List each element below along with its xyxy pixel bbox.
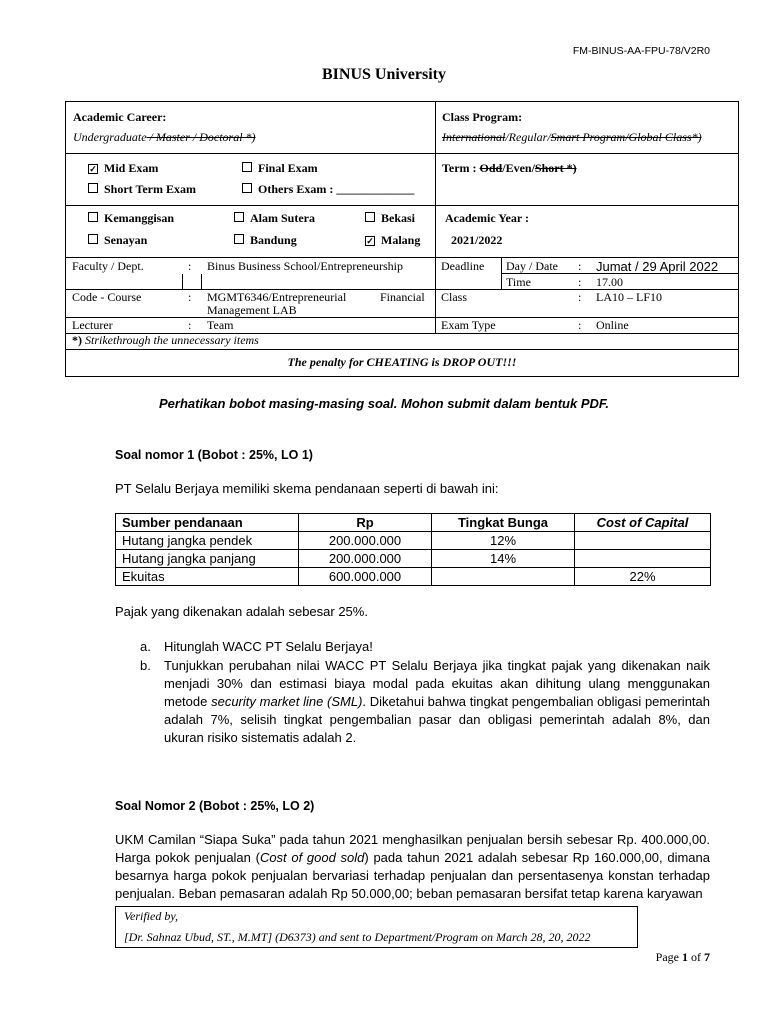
university-title: BINUS University	[321, 66, 446, 83]
verified-by: Verified by,	[124, 909, 178, 923]
table-header: Tingkat Bunga	[432, 514, 575, 532]
checkbox-icon	[88, 234, 98, 244]
table-cell	[432, 568, 575, 586]
q1-a-label: a.	[140, 639, 151, 654]
lecturer-value: Team	[207, 318, 234, 332]
class-label: Class	[441, 290, 468, 304]
time-label: Time	[506, 275, 531, 289]
campus-alam-sutera[interactable]: Alam Sutera	[234, 211, 315, 226]
deadline-label: Deadline	[441, 259, 485, 273]
table-cell: Hutang jangka panjang	[116, 550, 299, 568]
table-cell: 12%	[432, 532, 575, 550]
day-date-value: Jumat / 29 April 2022	[596, 259, 719, 274]
checkbox-icon	[365, 212, 375, 222]
table-header-row	[116, 514, 711, 532]
code-value-line1: MGMT6346/Entrepreneurial	[207, 290, 347, 304]
checkbox-icon	[234, 212, 244, 222]
funding-table	[115, 513, 711, 586]
code-value-line2: Management LAB	[207, 303, 297, 317]
academic-year-label: Academic Year :	[445, 211, 529, 225]
table-cell: 200.000.000	[299, 550, 432, 568]
verifier-details: [Dr. Sahnaz Ubud, ST., M.MT] (D6373) and sent to Department/Program on March 28, 20, 2022	[124, 930, 591, 944]
day-date-colon: :	[578, 259, 582, 273]
table-row	[116, 568, 711, 586]
verification-box	[115, 906, 638, 948]
time-colon: :	[578, 275, 582, 289]
table-row	[116, 550, 711, 568]
table-row	[116, 532, 711, 550]
campus-kemanggisan[interactable]: Kemanggisan	[88, 211, 174, 226]
class-colon: :	[578, 290, 582, 304]
checkbox-checked-icon: ✓	[89, 164, 97, 174]
academic-year-value: 2021/2022	[451, 233, 503, 247]
q1-b-text: Tunjukkan perubahan nilai WACC PT Selalu Berjaya jika tingkat pajak yang dikenakan naik menjadi 30% dan estimasi biaya modal pada ekuitas akan dihitung ulang menggunakan metode security market line (SML). Diketahui bahwa tingkat pengembalian obligasi pemerintah adalah 7%, selisih tingkat pengembalian pasar dan obligasi pemerintah adalah 8%, dan ukuran risiko sistematis adalah 2.	[164, 658, 710, 745]
campus-bekasi[interactable]: Bekasi	[365, 211, 415, 226]
table-cell	[575, 550, 711, 568]
table-header: Cost of Capital	[575, 514, 711, 532]
table-cell: 600.000.000	[299, 568, 432, 586]
day-date-label: Day / Date	[506, 259, 558, 273]
checkbox-icon	[234, 234, 244, 244]
form-code: FM-BINUS-AA-FPU-78/V2R0	[572, 45, 710, 57]
time-value: 17.00	[596, 275, 623, 289]
term-value: Term : Odd/Even/Short *)	[442, 161, 577, 175]
campus-malang[interactable]: ✓ Malang	[366, 233, 421, 247]
lecturer-label: Lecturer	[72, 318, 113, 332]
checkbox-checked-icon: ✓	[366, 236, 374, 246]
exam-type-colon: :	[578, 318, 582, 332]
code-label: Code - Course	[72, 290, 142, 304]
table-cell: 22%	[575, 568, 711, 586]
q2-heading: Soal Nomor 2 (Bobot : 25%, LO 2)	[115, 799, 315, 813]
table-cell: 200.000.000	[299, 532, 432, 550]
academic-career-value: Undergraduate / Master / Doctoral *)	[73, 130, 256, 144]
others-exam-option[interactable]: Others Exam : _____________	[242, 182, 414, 197]
checkbox-icon	[242, 162, 252, 172]
class-program-value: International/Regular/Smart Program/Global Class*)	[442, 130, 702, 144]
exam-type-label: Exam Type	[441, 318, 496, 332]
strike-note: *) Strikethrough the unnecessary items	[72, 333, 259, 347]
code-value-line1b: Financial	[380, 290, 425, 304]
lecturer-colon: :	[188, 318, 192, 332]
exam-type-value: Online	[596, 318, 629, 332]
mid-exam-option[interactable]: ✓ Mid Exam	[89, 161, 159, 175]
faculty-value: Binus Business School/Entrepreneurship	[207, 259, 403, 273]
class-value: LA10 – LF10	[596, 290, 662, 304]
table-header: Sumber pendanaan	[116, 514, 299, 532]
q1-b-label: b.	[140, 658, 151, 673]
checkbox-icon	[242, 183, 252, 193]
table-cell	[575, 532, 711, 550]
campus-bandung[interactable]: Bandung	[234, 233, 297, 248]
checkbox-icon	[88, 183, 98, 193]
code-colon: :	[188, 290, 192, 304]
q1-heading: Soal nomor 1 (Bobot : 25%, LO 1)	[115, 448, 313, 462]
short-term-exam-option[interactable]: Short Term Exam	[88, 182, 196, 197]
instruction: Perhatikan bobot masing-masing soal. Mohon submit dalam bentuk PDF.	[159, 396, 609, 411]
table-header: Rp	[299, 514, 432, 532]
checkbox-icon	[88, 212, 98, 222]
q1-a-text: Hitunglah WACC PT Selalu Berjaya!	[164, 639, 373, 654]
q1-tax: Pajak yang dikenakan adalah sebesar 25%.	[115, 604, 368, 619]
penalty-notice: The penalty for CHEATING is DROP OUT!!!	[287, 355, 517, 369]
table-cell: Hutang jangka pendek	[116, 532, 299, 550]
q1-intro: PT Selalu Berjaya memiliki skema pendanaan seperti di bawah ini:	[115, 481, 499, 496]
academic-career-label: Academic Career:	[73, 110, 167, 124]
q2-text: UKM Camilan “Siapa Suka” pada tahun 2021 menghasilkan penjualan bersih sebesar Rp. 400.000,00. Harga pokok penjualan (Cost of good sold) pada tahun 2021 adalah sebesar Rp 160.000,00, dimana besarnya harga pokok penjualan bervariasi terhadap penjualan dan persentasenya konstan terhadap penjualan. Beban pemasaran adalah Rp 50.000,00; beban pemasaran bersifat tetap karena karyawan	[115, 832, 710, 901]
campus-senayan[interactable]: Senayan	[88, 233, 147, 248]
final-exam-option[interactable]: Final Exam	[242, 161, 318, 176]
table-cell: Ekuitas	[116, 568, 299, 586]
faculty-label: Faculty / Dept.	[72, 259, 144, 273]
table-cell: 14%	[432, 550, 575, 568]
faculty-colon: :	[188, 259, 192, 273]
exam-header-box	[65, 101, 739, 377]
class-program-label: Class Program:	[442, 110, 523, 124]
page-number: Page 1 of 7	[655, 950, 710, 964]
